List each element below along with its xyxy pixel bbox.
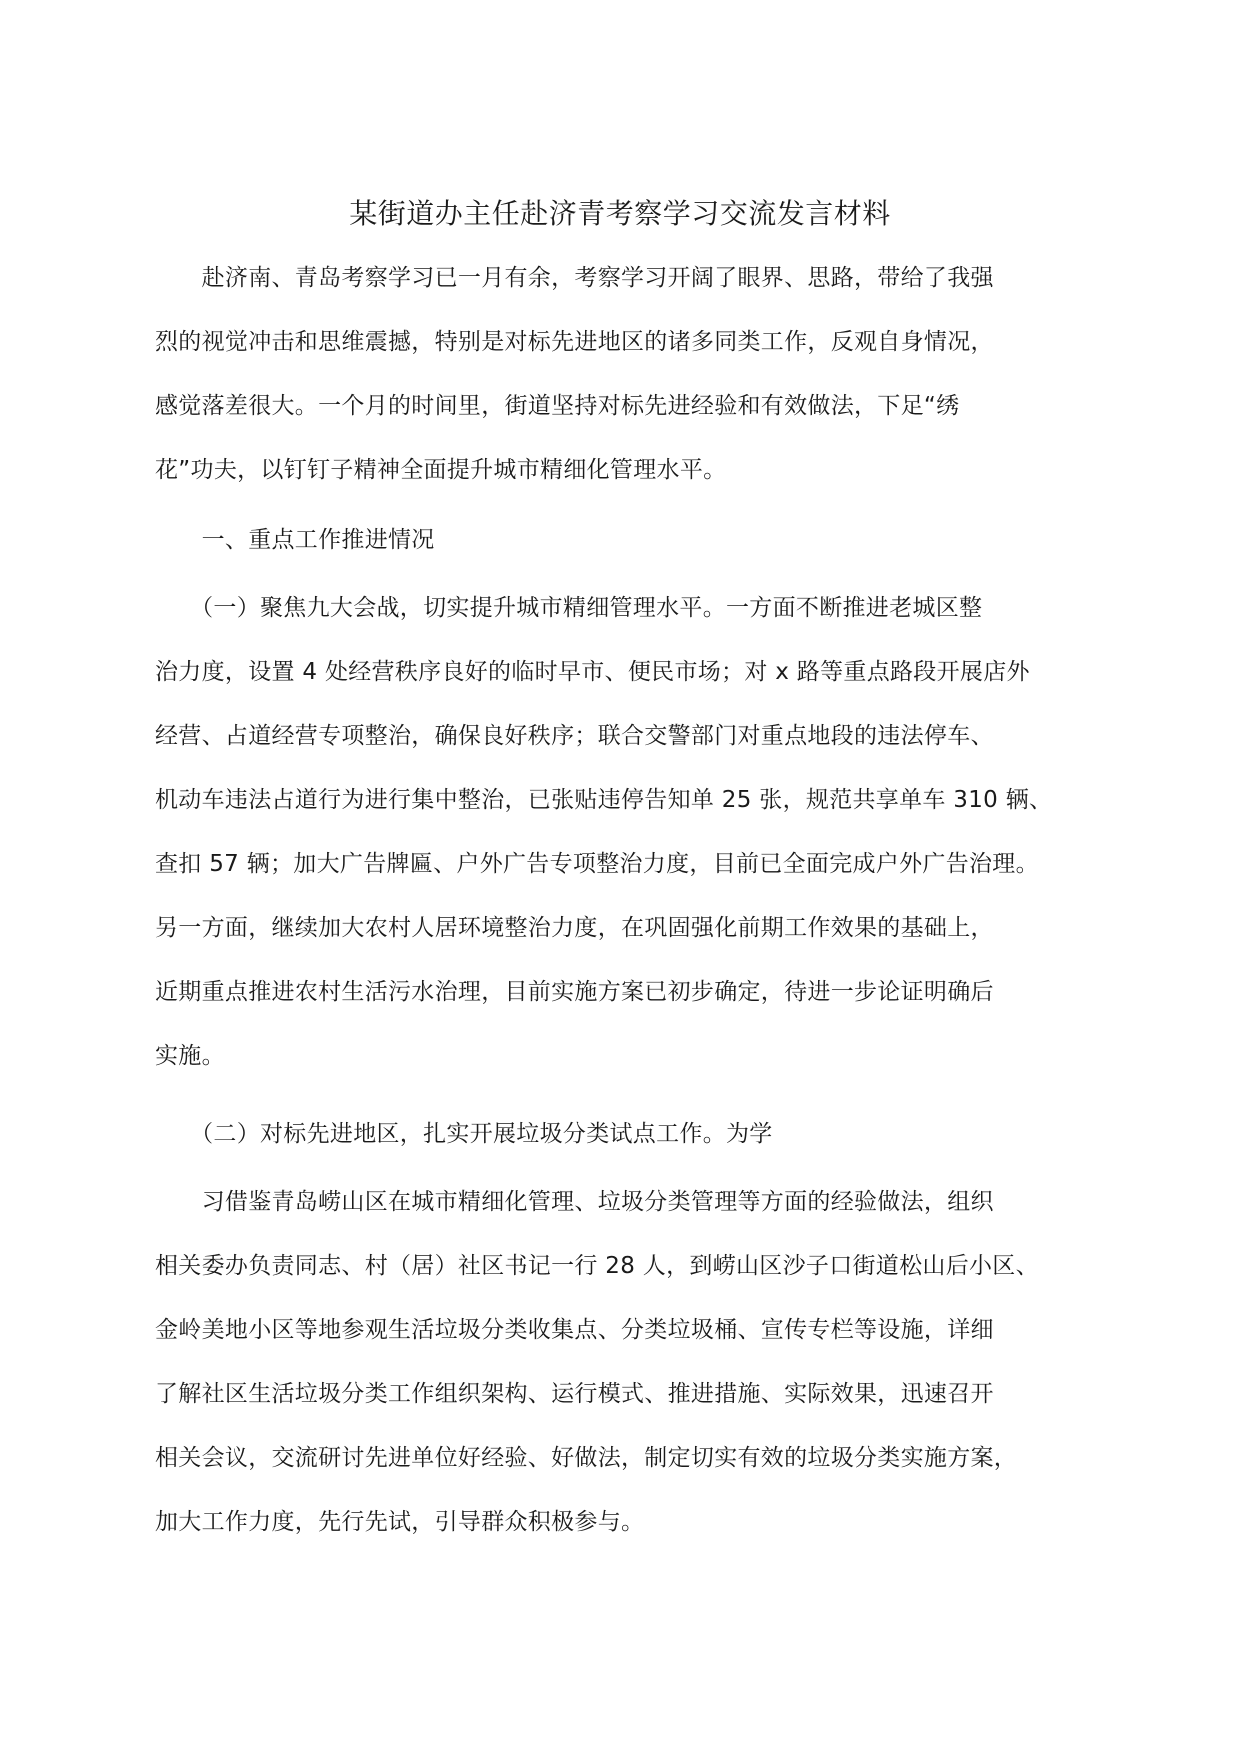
body-line: 相关委办负责同志、村（居）社区书记一行 28 人，到崂山区沙子口街道松山后小区、 [155, 1253, 1039, 1279]
body-line: 习借鉴青岛崂山区在城市精细化管理、垃圾分类管理等方面的经验做法，组织 [155, 1189, 994, 1215]
section-heading: 一、重点工作推进情况 [155, 527, 435, 553]
subsection-heading-line: （一）聚焦九大会战，切实提升城市精细管理水平。一方面不断推进老城区整 [155, 595, 983, 621]
document-title: 某街道办主任赴济青考察学习交流发言材料 [349, 197, 891, 230]
body-line: 实施。 [155, 1043, 225, 1069]
body-line: 赴济南、青岛考察学习已一月有余，考察学习开阔了眼界、思路，带给了我强 [155, 265, 994, 291]
body-line: 相关会议，交流研讨先进单位好经验、好做法，制定切实有效的垃圾分类实施方案， [155, 1445, 1018, 1471]
body-line: 烈的视觉冲击和思维震撼，特别是对标先进地区的诸多同类工作，反观自身情况， [155, 329, 994, 355]
body-line: 治力度，设置 4 处经营秩序良好的临时早市、便民市场；对 x 路等重点路段开展店外 [155, 659, 1030, 685]
body-line: 另一方面，继续加大农村人居环境整治力度，在巩固强化前期工作效果的基础上， [155, 915, 994, 941]
body-line: 花”功夫，以钉钉子精神全面提升城市精细化管理水平。 [155, 457, 727, 483]
subsection-heading-line: （二）对标先进地区，扎实开展垃圾分类试点工作。为学 [155, 1121, 773, 1147]
body-line: 加大工作力度，先行先试，引导群众积极参与。 [155, 1509, 645, 1535]
body-line: 近期重点推进农村生活污水治理，目前实施方案已初步确定，待进一步论证明确后 [155, 979, 994, 1005]
body-line: 了解社区生活垃圾分类工作组织架构、运行模式、推进措施、实际效果，迅速召开 [155, 1381, 994, 1407]
body-line: 感觉落差很大。一个月的时间里，街道坚持对标先进经验和有效做法，下足“绣 [155, 393, 960, 419]
body-line: 经营、占道经营专项整治，确保良好秩序；联合交警部门对重点地段的违法停车、 [155, 723, 994, 749]
body-line: 金岭美地小区等地参观生活垃圾分类收集点、分类垃圾桶、宣传专栏等设施，详细 [155, 1317, 994, 1343]
body-line: 机动车违法占道行为进行集中整治，已张贴违停告知单 25 张，规范共享单车 310 辆、 [155, 787, 1053, 813]
body-line: 查扣 57 辆；加大广告牌匾、户外广告专项整治力度，目前已全面完成户外广告治理。 [155, 851, 1039, 877]
